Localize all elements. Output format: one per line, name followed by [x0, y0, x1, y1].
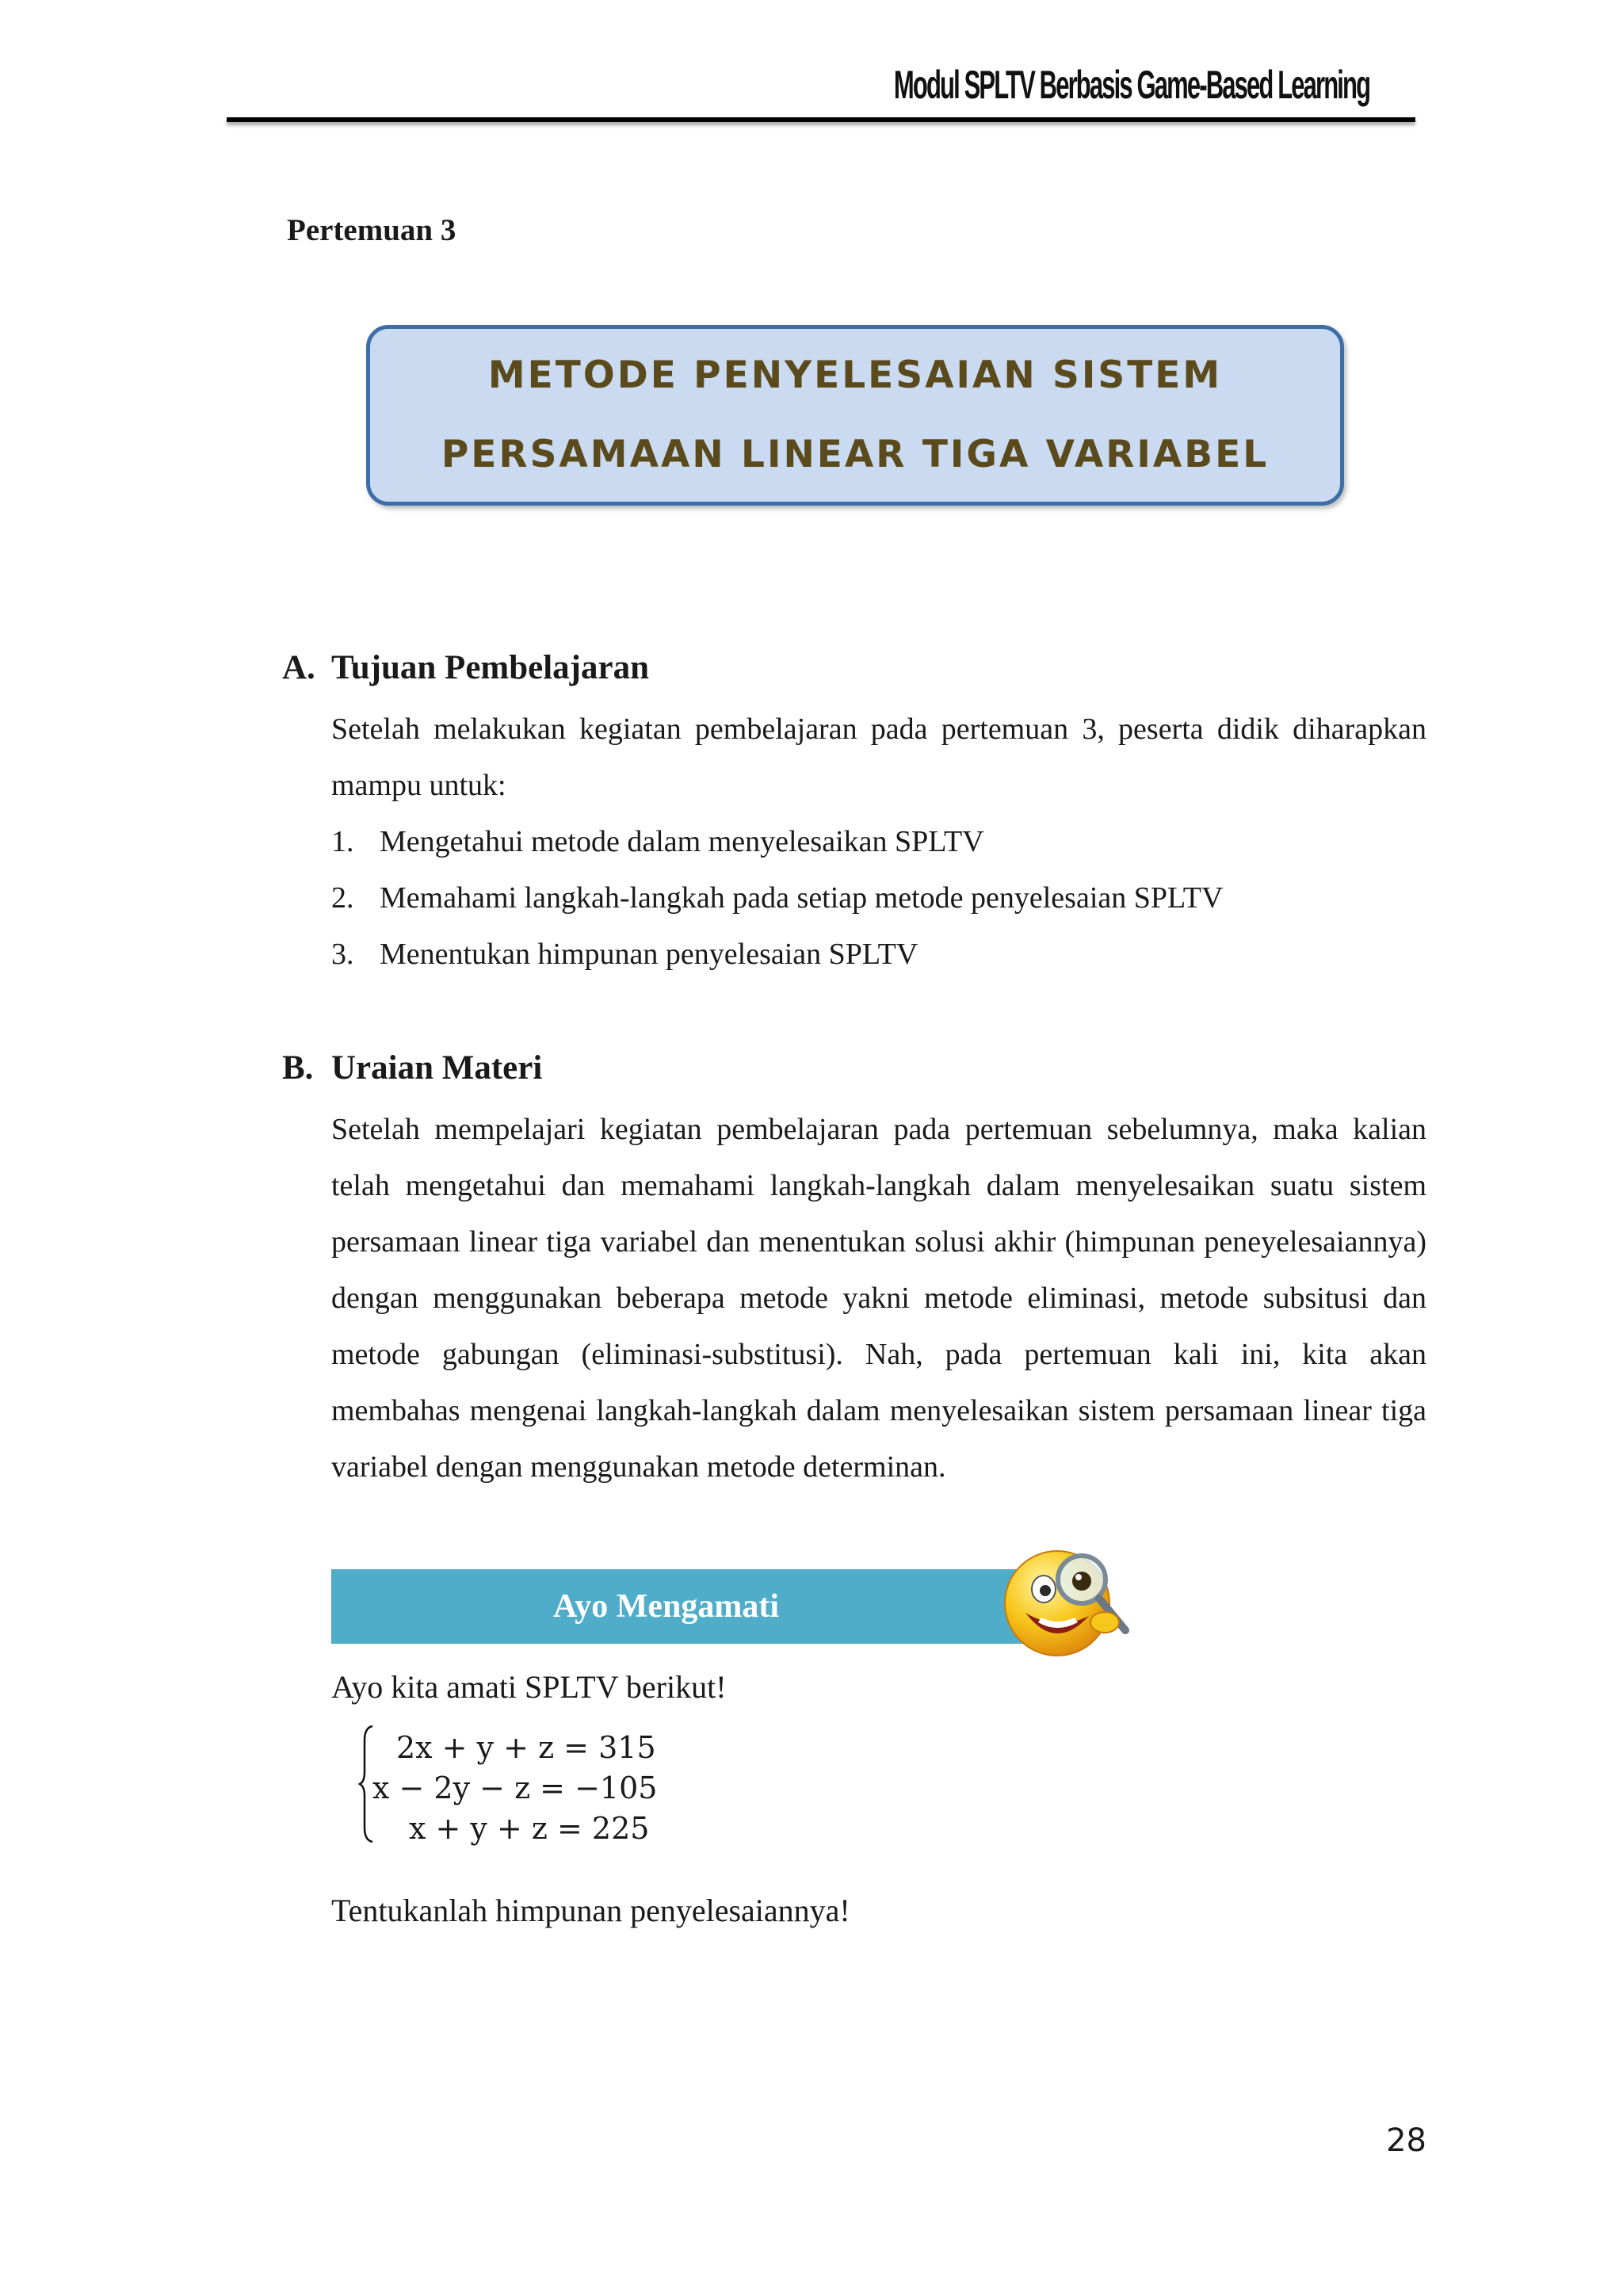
- section-a-heading: [282, 648, 649, 687]
- equation-system: [372, 1728, 657, 1849]
- activity-instruction: Tentukanlah himpunan penyelesaiannya!: [331, 1893, 850, 1928]
- list-item-text: Memahami langkah-langkah pada setiap metode penyelesaian SPLTV: [380, 881, 1224, 915]
- section-b-letter: B.: [282, 1049, 314, 1087]
- meeting-label: Pertemuan 3: [287, 213, 456, 247]
- section-b-body: Setelah mempelajari kegiatan pembelajaran pada pertemuan sebelumnya, maka kalian telah mengetahui dan memahami langkah-langkah dalam menyelesaikan suatu sistem persamaan linear tiga variabel dan menentukan solusi akhir (himpunan peneyelesaiannya) dengan menggunakan beberapa metode yakni metode eliminasi, metode subsitusi dan metode gabungan (eliminasi-substitusi). Nah, pada pertemuan kali ini, kita akan membahas mengenai langkah-langkah dalam menyelesaikan sistem persamaan linear tiga variabel dengan menggunakan metode determinan.: [331, 1113, 1426, 1484]
- equation-2: x − 2y − z = −105: [372, 1771, 658, 1805]
- list-item-number: 3.: [331, 938, 354, 971]
- chapter-title-box: [366, 325, 1344, 506]
- section-b-title: Uraian Materi: [331, 1049, 543, 1087]
- magnifier-emoji-icon: [1000, 1534, 1139, 1660]
- list-item: [331, 926, 1223, 983]
- banner-label: Ayo Mengamati: [553, 1588, 779, 1625]
- header-title: Modul SPLTV Berbasis Game-Based Learning: [893, 63, 1369, 107]
- list-item-text: Menentukan himpunan penyelesaian SPLTV: [380, 938, 918, 971]
- chapter-title-line-1: METODE PENYELESAIAN SISTEM: [487, 353, 1223, 397]
- learning-objectives-list: [331, 814, 1223, 983]
- list-item-number: 2.: [331, 881, 354, 915]
- list-item-number: 1.: [331, 825, 354, 858]
- equation-3: x + y + z = 225: [409, 1811, 650, 1846]
- list-item: [331, 814, 1223, 870]
- header-rule: [227, 117, 1415, 122]
- left-brace-icon: [358, 1725, 374, 1843]
- section-a-intro: Setelah melakukan kegiatan pembelajaran pada pertemuan 3, peserta didik diharapkan mampu untuk:: [331, 712, 1426, 802]
- equation-1: 2x + y + z = 315: [396, 1730, 656, 1765]
- section-b-heading: [282, 1049, 542, 1087]
- page-number: 28: [1386, 2122, 1426, 2159]
- list-item: [331, 870, 1223, 926]
- chapter-title-line-2: PERSAMAAN LINEAR TIGA VARIABEL: [441, 433, 1270, 476]
- ayo-mengamati-banner: [331, 1569, 1029, 1644]
- section-a-title: Tujuan Pembelajaran: [331, 649, 649, 686]
- activity-intro: Ayo kita amati SPLTV berikut!: [331, 1669, 727, 1705]
- section-a-letter: A.: [282, 649, 315, 686]
- list-item-text: Mengetahui metode dalam menyelesaikan SPLTV: [380, 825, 984, 858]
